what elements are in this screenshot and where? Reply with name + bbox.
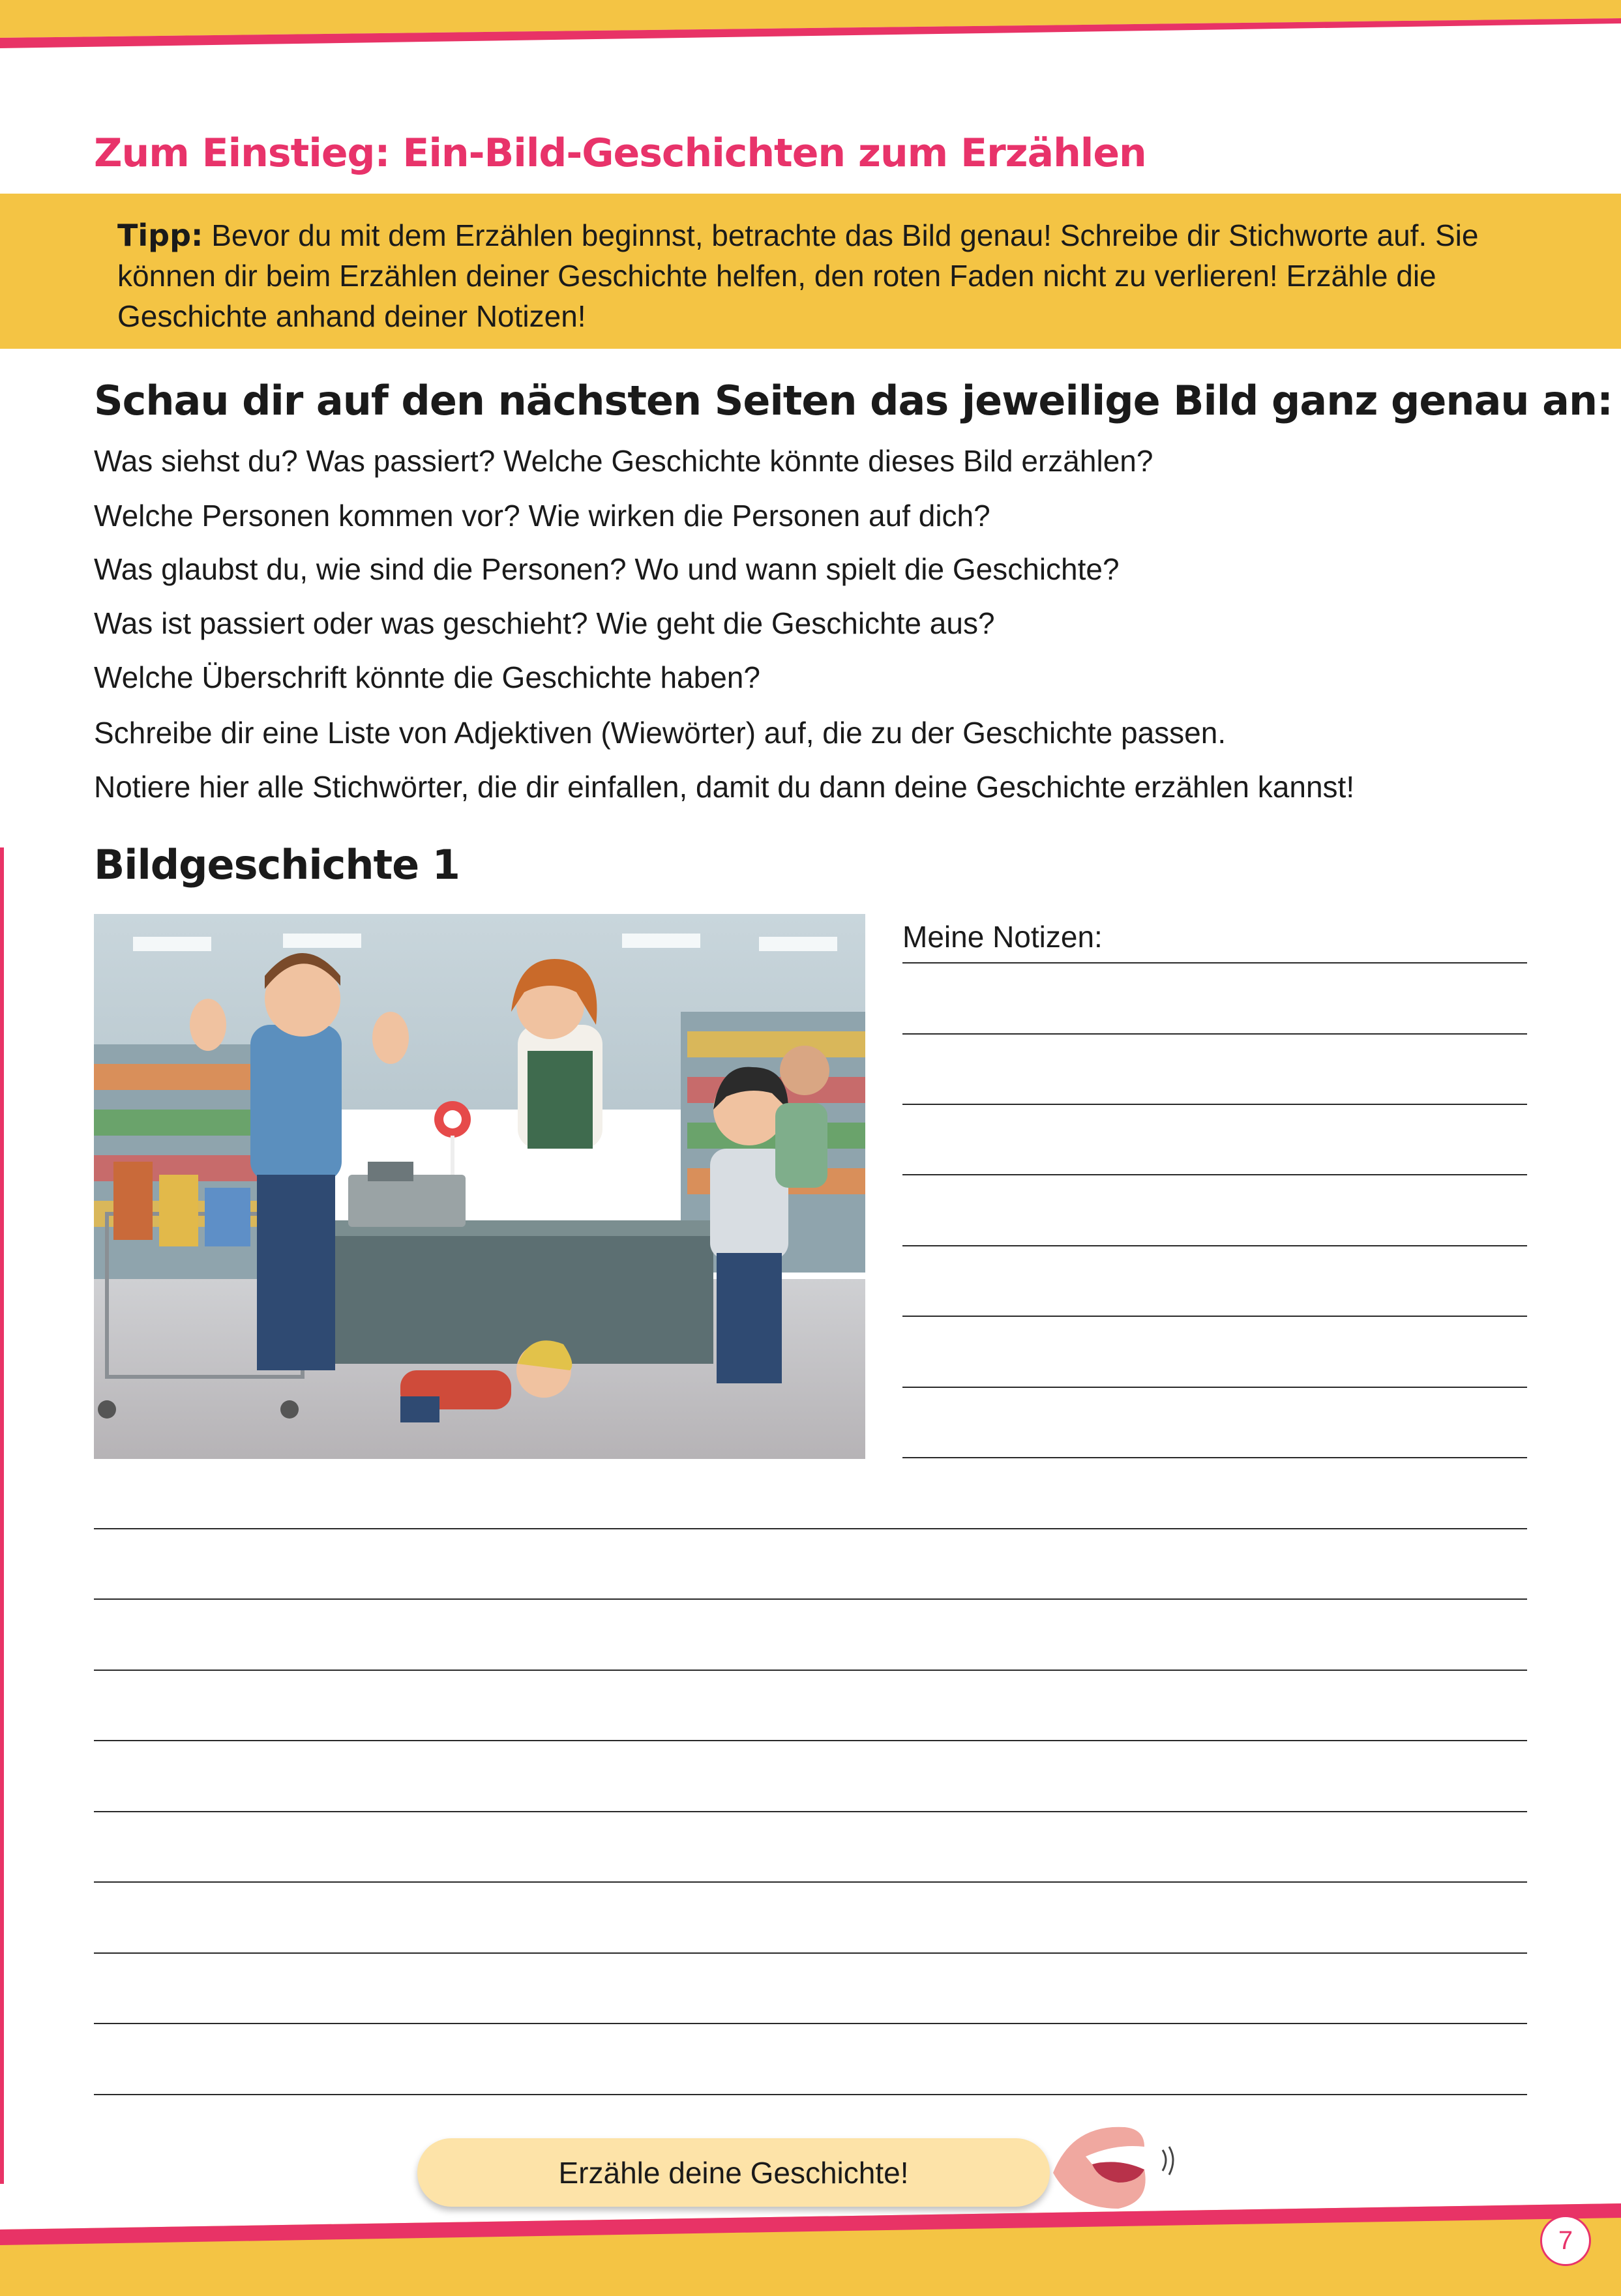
page-number: 7: [1540, 2215, 1591, 2266]
notes-line: [902, 1033, 1527, 1035]
question-1: Was siehst du? Was passiert? Welche Geschichte könnte dieses Bild erzählen?: [94, 444, 1153, 478]
notes-line: [902, 962, 1527, 964]
question-4: Was ist passiert oder was geschieht? Wie geht die Geschichte aus?: [94, 606, 995, 640]
writing-line: [94, 1740, 1527, 1741]
instructions-heading: Schau dir auf den nächsten Seiten das jeweilige Bild ganz genau an:: [94, 377, 1613, 424]
question-5: Welche Überschrift könnte die Geschichte haben?: [94, 660, 760, 694]
section-title: Bildgeschichte 1: [94, 841, 460, 889]
writing-line: [94, 1952, 1527, 1954]
writing-line: [94, 1811, 1527, 1812]
writing-line: [94, 1881, 1527, 1883]
writing-line: [94, 2094, 1527, 2095]
notes-line: [902, 1316, 1527, 1317]
writing-line: [94, 1528, 1527, 1529]
cta-text: Erzähle deine Geschichte!: [558, 2155, 909, 2190]
notes-line: [902, 1387, 1527, 1388]
page-title: Zum Einstieg: Ein-Bild-Geschichten zum Erzählen: [94, 130, 1146, 176]
notes-label: Meine Notizen:: [902, 920, 1103, 954]
question-7: Notiere hier alle Stichwörter, die dir einfallen, damit du dann deine Geschichte erzählen kannst!: [94, 770, 1355, 804]
question-6: Schreibe dir eine Liste von Adjektiven (Wiewörter) auf, die zu der Geschichte passen.: [94, 716, 1227, 750]
question-2: Welche Personen kommen vor? Wie wirken die Personen auf dich?: [94, 499, 990, 533]
tip-text: [117, 215, 1519, 336]
tip-label: Tipp:: [117, 218, 203, 253]
story-illustration: [94, 914, 865, 1459]
cta-banner: [417, 2138, 1050, 2207]
writing-line: [94, 2023, 1527, 2024]
bottom-decor-bar: [0, 2203, 1621, 2296]
left-edge-stripe: [0, 847, 4, 2184]
tip-body: Bevor du mit dem Erzählen beginnst, betrachte das Bild genau! Schreibe dir Stichworte auf. Sie können dir beim Erzählen deiner Geschichte helfen, den roten Faden nicht zu verlieren! Erzähle die Geschichte anhand deiner Notizen!: [117, 218, 1479, 333]
notes-line: [902, 1245, 1527, 1246]
notes-line: [902, 1104, 1527, 1105]
notes-line: [902, 1457, 1527, 1458]
question-3: Was glaubst du, wie sind die Personen? Wo und wann spielt die Geschichte?: [94, 552, 1120, 586]
top-decor-bar: [0, 0, 1621, 49]
notes-line: [902, 1174, 1527, 1175]
writing-line: [94, 1598, 1527, 1600]
writing-line: [94, 1670, 1527, 1671]
